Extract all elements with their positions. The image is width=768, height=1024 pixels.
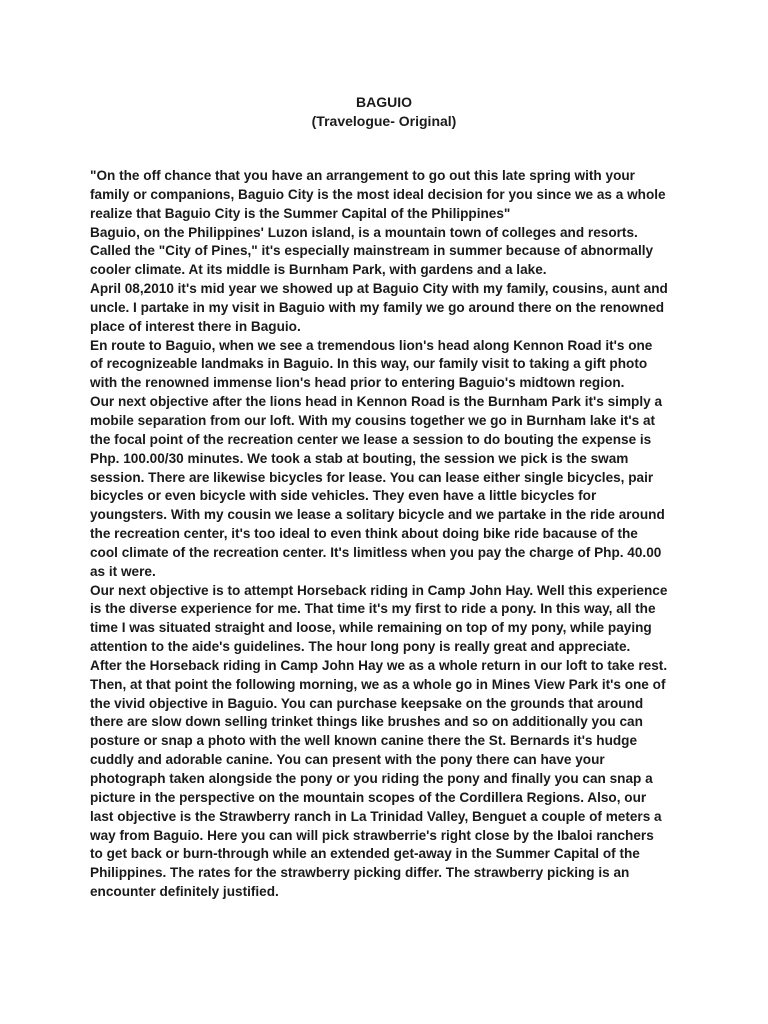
text-line: is the diverse experience for me. That time it's my first to ride a pony. In this way, all the bbox=[90, 601, 656, 617]
text-line: picture in the perspective on the mountain scopes of the Cordillera Regions. Also, our bbox=[90, 789, 647, 805]
text-line: family or companions, Baguio City is the most ideal decision for you since we as a whole bbox=[90, 186, 666, 202]
document-subtitle: (Travelogue- Original) bbox=[311, 113, 457, 129]
text-line: April 08,2010 it's mid year we showed up at Baguio City with my family, cousins, aunt and bbox=[90, 281, 668, 297]
text-line: Philippines. The rates for the strawberry picking differ. The strawberry picking is an bbox=[90, 865, 630, 881]
text-line: En route to Baguio, when we see a tremendous lion's head along Kennon Road it's one bbox=[90, 337, 653, 353]
text-line: posture or snap a photo with the well known canine there the St. Bernards it's hudge bbox=[90, 733, 638, 749]
text-line: the recreation center, it's too ideal to even think about doing bike ride bacause of the bbox=[90, 526, 638, 542]
text-line: session. There are likewise bicycles for lease. You can lease either single bicycles, pair bbox=[90, 469, 654, 485]
text-line: cool climate of the recreation center. It's limitless when you pay the charge of Php. 40.00 bbox=[90, 544, 662, 560]
text-line: mobile separation from our loft. With my cousins together we go in Burnham lake it's at bbox=[90, 412, 656, 428]
text-line: bicycles or even bicycle with side vehicles. They even have a little bicycles for bbox=[90, 488, 597, 504]
text-line: cuddly and adorable canine. You can present with the pony there can have your bbox=[90, 752, 605, 768]
text-line: as it were. bbox=[90, 563, 156, 579]
text-line: uncle. I partake in my visit in Baguio with my family we go around there on the renowned bbox=[90, 299, 665, 315]
text-line: the vivid objective in Baguio. You can purchase keepsake on the grounds that around bbox=[90, 695, 644, 711]
text-line: realize that Baguio City is the Summer Capital of the Philippines" bbox=[90, 205, 511, 221]
text-line: Baguio, on the Philippines' Luzon island, is a mountain town of colleges and resorts. bbox=[90, 224, 638, 240]
text-line: encounter definitely justified. bbox=[90, 884, 279, 900]
body-text bbox=[90, 167, 690, 902]
text-line: there are slow down selling trinket things like brushes and so on additionally you can bbox=[90, 714, 643, 730]
text-line: Php. 100.00/30 minutes. We took a stab at bouting, the session we pick is the swam bbox=[90, 450, 629, 466]
text-line: Our next objective after the lions head in Kennon Road is the Burnham Park it's simply a bbox=[90, 394, 663, 410]
text-line: attention to the aide's guidelines. The hour long pony is really great and appreciate. bbox=[90, 639, 631, 655]
text-line: youngsters. With my cousin we lease a solitary bicycle and we partake in the ride around bbox=[90, 507, 665, 523]
text-line: to get back or burn-through while an extended get-away in the Summer Capital of the bbox=[90, 846, 640, 862]
text-line: time I was situated straight and loose, while remaining on top of my pony, while paying bbox=[90, 620, 652, 636]
text-line: Our next objective is to attempt Horseback riding in Camp John Hay. Well this experience bbox=[90, 582, 668, 598]
text-line: of recognizeable landmaks in Baguio. In this way, our family visit to taking a gift photo bbox=[90, 356, 648, 372]
title-block bbox=[0, 93, 768, 131]
text-line: with the renowned immense lion's head prior to entering Baguio's midtown region. bbox=[90, 375, 625, 391]
text-line: cooler climate. At its middle is Burnham Park, with gardens and a lake. bbox=[90, 262, 547, 278]
text-line: the focal point of the recreation center we lease a session to do bouting the expense is bbox=[90, 431, 652, 447]
document-title: BAGUIO bbox=[356, 94, 412, 110]
text-line: way from Baguio. Here you can will pick strawberrie's right close by the Ibaloi ranchers bbox=[90, 827, 654, 843]
text-line: place of interest there in Baguio. bbox=[90, 318, 301, 334]
text-line: After the Horseback riding in Camp John Hay we as a whole return in our loft to take rest. bbox=[90, 657, 668, 673]
text-line: Then, at that point the following morning, we as a whole go in Mines View Park it's one of bbox=[90, 676, 666, 692]
text-line: photograph taken alongside the pony or you riding the pony and finally you can snap a bbox=[90, 771, 653, 786]
text-line: Called the "City of Pines," it's especially mainstream in summer because of abnormally bbox=[90, 243, 654, 259]
text-line: "On the off chance that you have an arrangement to go out this late spring with your bbox=[90, 168, 635, 183]
text-line: last objective is the Strawberry ranch in La Trinidad Valley, Benguet a couple of meters a bbox=[90, 808, 662, 824]
